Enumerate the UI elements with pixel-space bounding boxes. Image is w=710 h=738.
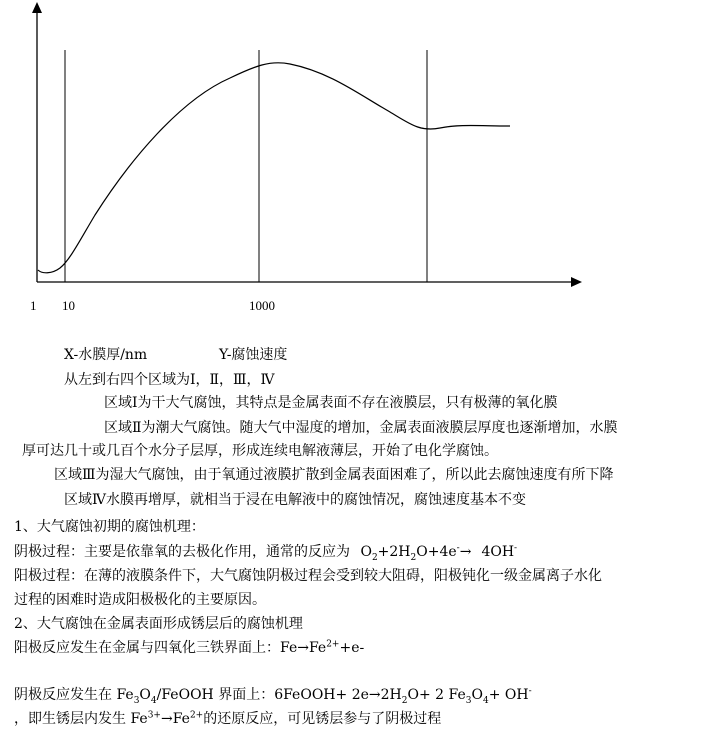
regions-intro: 从左到右四个区域为Ⅰ，Ⅱ，Ⅲ，Ⅳ [64,372,275,388]
region-2-description-line1: 区域Ⅱ为潮大气腐蚀。随大气中湿度的增加，金属表面液膜层厚度也逐渐增加，水膜 [104,420,618,436]
cathode-process-1-text: 阴极过程：主要是依靠氧的去极化作用，通常的反应为 [14,544,350,560]
x-tick-1000: 1000 [249,298,275,313]
anode-equation-2: $Fe\to Fe^{2+}+e-$ [280,639,365,656]
cathode-equation-1: $O_2+2H_2O+4e^-\to 4OH^-$ [360,543,518,563]
y-axis-description: Y-腐蚀速度 [219,347,288,363]
section-2-title: 2、大气腐蚀在金属表面形成锈层后的腐蚀机理 [14,616,303,632]
anode-reaction-2-text: 阳极反应发生在金属与四氧化三铁界面上： [14,640,280,656]
region-2-description-line2: 厚可达几十或几百个水分子层厚，形成连续电解液薄层，开始了电化学腐蚀。 [22,443,498,459]
anode-process-1-line1: 阳极过程：在薄的液膜条件下，大气腐蚀阴极过程会受到较大阻碍，阳极钝化一级金属离子水化 [14,568,602,584]
rust-layer-conclusion: ，即生锈层内发生 $Fe^{3+}\to Fe^{2+}$的还原反应，可见锈层参与了阴极过程 [14,710,442,727]
corrosion-chart [0,0,600,320]
section-1-title: 1、大气腐蚀初期的腐蚀机理： [14,519,205,535]
x-axis-arrow-icon [571,277,582,287]
cathode-process-1 [14,543,517,561]
y-axis-arrow-icon [32,2,42,13]
region-4-description: 区域Ⅳ水膜再增厚，就相当于浸在电解液中的腐蚀情况，腐蚀速度基本不变 [64,492,526,508]
anode-process-1-line2: 过程的困难时造成阳极极化的主要原因。 [14,592,266,608]
cathode-reaction-2: 阴极反应发生在 $Fe_3O_4$/FeOOH 界面上：6FeOOH+ $2e\to 2H_2O+ 2$ $Fe_3O_4+ OH^-$ [14,686,532,706]
anode-reaction-2 [14,639,364,657]
corrosion-rate-curve [38,63,510,273]
region-1-description: 区域Ⅰ为干大气腐蚀，其特点是金属表面不存在液膜层，只有极薄的氧化膜 [104,395,558,411]
region-3-description: 区域Ⅲ为湿大气腐蚀，由于氧通过液膜扩散到金属表面困难了，所以此去腐蚀速度有所下降 [54,467,614,483]
x-tick-1: 1 [30,298,37,313]
x-tick-10: 10 [62,298,75,313]
x-axis-description: X-水膜厚/nm [64,347,148,363]
